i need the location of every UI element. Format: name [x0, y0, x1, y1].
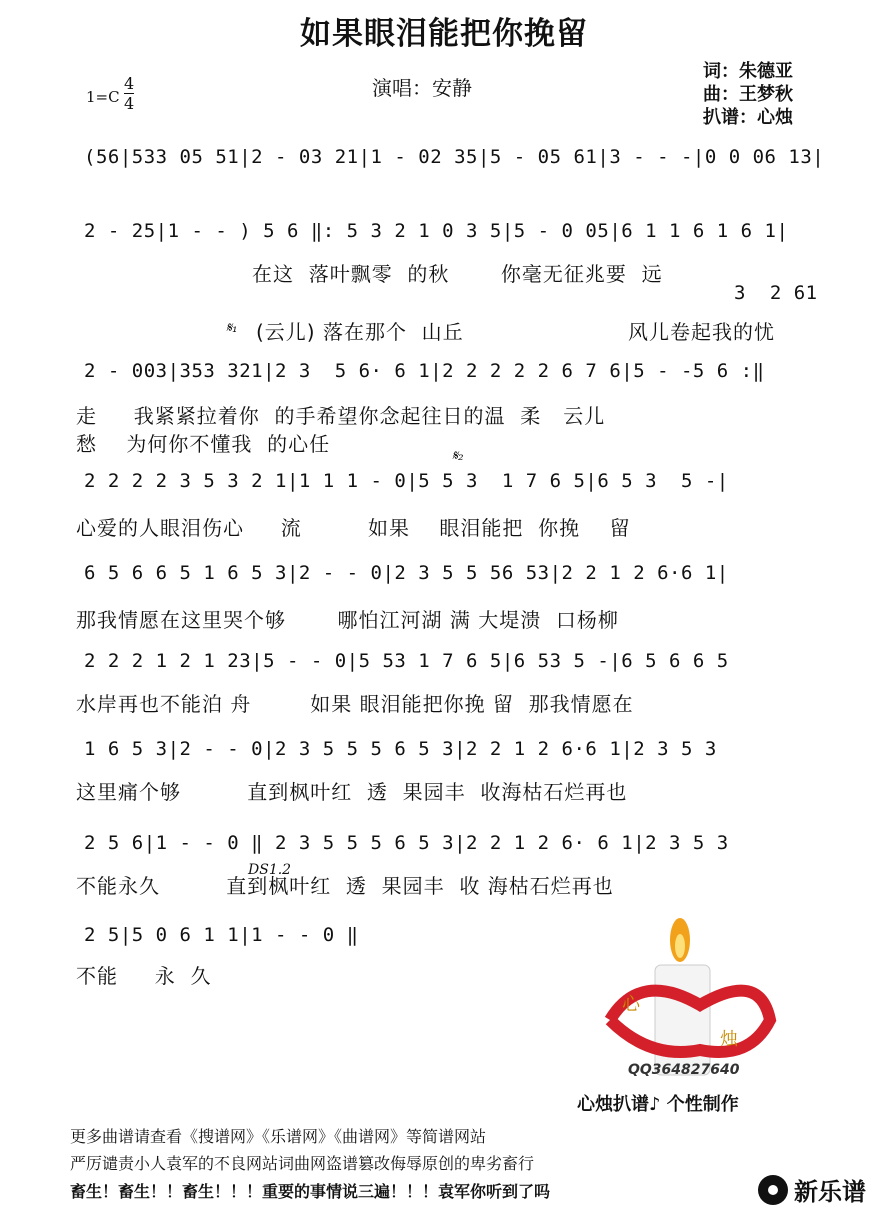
notes-line-7: 1 6 5 3|2 - - 0|2 3 5 5 5 6 5 3|2 2 1 2 6·6 1|2 3 5 3 — [84, 738, 717, 760]
brand-logo — [758, 1172, 866, 1207]
lyrics-line-3b: 愁 为何你不懂我 的心任 — [76, 432, 331, 456]
lyrics-line-7: 这里痛个够 直到枫叶红 透 果园丰 收海枯石烂再也 — [76, 780, 628, 804]
notes-line-3: 2 - 003|353 321|2 3 5 6· 6 1|2 2 2 2 2 6 7 6|5 - -5 6 :‖ — [84, 360, 765, 382]
lyrics-line-3a: 走 我紧紧拉着你 的手希望你念起往日的温 柔 云儿 — [76, 404, 606, 428]
pre-lyrics-line-3b: 风儿卷起我的忧 — [628, 320, 775, 344]
credits-block — [703, 60, 793, 129]
key-signature: 1=C — [86, 88, 120, 106]
brand-name: 新乐谱 — [794, 1178, 866, 1206]
notes-line-4: 2 2 2 2 3 5 3 2 1|1 1 1 - 0|5 5 3 1 7 6 5|6 5 3 5 -| — [84, 470, 729, 492]
composer-credit: 曲：王梦秋 — [703, 84, 793, 105]
segno-icon: 𝄋₁ — [226, 320, 238, 336]
lyrics-line-9: 不能 永 久 — [76, 964, 212, 988]
footer-line-3: 畜生！畜生！！畜生！！！重要的事情说三遍！！！袁军你听到了吗 — [70, 1182, 551, 1201]
lyrics-line-4: 心爱的人眼泪伤心 流 如果 眼泪能把 你挽 留 — [76, 516, 631, 540]
segno-icon: 𝄋₂ — [452, 448, 464, 464]
pre-notes-line-3: 3 2 61 — [734, 282, 818, 304]
notes-line-8: 2 5 6|1 - - 0 ‖ 2 3 5 5 5 6 5 3|2 2 1 2 6· 6 1|2 3 5 3 — [84, 832, 729, 854]
notes-line-5: 6 5 6 6 5 1 6 5 3|2 - - 0|2 3 5 5 56 53|2 2 1 2 6·6 1| — [84, 562, 729, 584]
notes-line-2: 2 - 25|1 - - ) 5 6 ‖: 5 3 2 1 0 3 5|5 - 0 05|6 1 1 6 1 6 1| — [84, 220, 789, 242]
lyrics-line-6: 水岸再也不能泊 舟 如果 眼泪能把你挽 留 那我情愿在 — [76, 692, 634, 716]
footer-line-2: 严厉谴责小人袁军的不良网站词曲网盗谱篡改侮辱原创的卑劣畜行 — [70, 1154, 535, 1173]
record-disc-icon — [758, 1175, 788, 1205]
notes-line-9: 2 5|5 0 6 1 1|1 - - 0 ‖ — [84, 924, 359, 946]
pre-lyrics-line-3a: (云儿) 落在那个 山丘 — [256, 320, 464, 344]
qq-number: QQ364827640 — [628, 1062, 740, 1078]
time-signature — [124, 74, 134, 113]
signature-tagline: 心烛扒谱♪ 个性制作 — [577, 1094, 739, 1115]
lyrics-line-5: 那我情愿在这里哭个够 哪怕江河湖 满 大堤溃 口杨柳 — [76, 608, 619, 632]
lyrics-line-2: 在这 落叶飘零 的秋 你毫无征兆要 远 — [252, 262, 663, 286]
ds-marker: DS1.2 — [248, 862, 292, 878]
notes-line-1: (56|533 05 51|2 - 03 21|1 - 02 35|5 - 05 61|3 - - -|0 0 06 13| — [84, 146, 825, 168]
time-sig-bottom: 4 — [124, 94, 135, 113]
lyricist-credit: 词：朱德亚 — [703, 61, 793, 82]
time-sig-top: 4 — [124, 74, 135, 93]
score-title: 如果眼泪能把你挽留 — [300, 16, 588, 52]
transcriber-credit: 扒谱：心烛 — [703, 107, 793, 128]
footer-line-1: 更多曲谱请查看《搜谱网》《乐谱网》《曲谱网》等简谱网站 — [70, 1127, 487, 1146]
lyrics-line-8: 不能永久 直到枫叶红 透 果园丰 收 海枯石烂再也 — [76, 874, 614, 898]
candle-glyph-right: 烛 — [720, 1029, 738, 1050]
singer-credit: 演唱：安静 — [372, 76, 472, 100]
notes-line-6: 2 2 2 1 2 1 23|5 - - 0|5 53 1 7 6 5|6 53 5 -|6 5 6 6 5 — [84, 650, 729, 672]
candle-glyph-left: 心 — [622, 994, 640, 1015]
